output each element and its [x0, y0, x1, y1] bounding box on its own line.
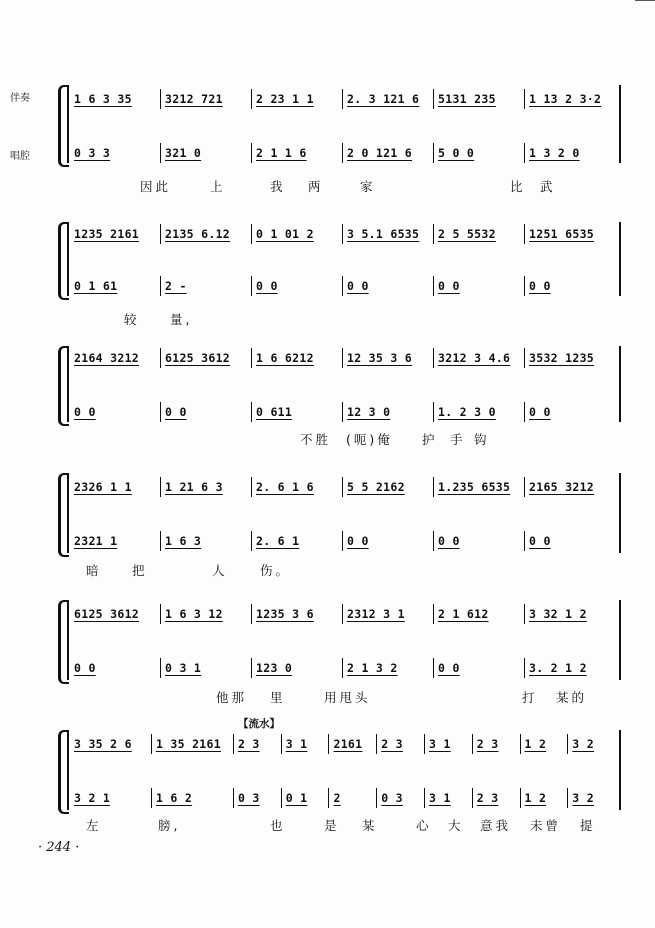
measure: 3212 721: [160, 89, 251, 109]
measure: 0 3: [376, 788, 424, 808]
measure: 0 3: [233, 788, 281, 808]
lyrics-line: [70, 688, 615, 706]
lyric: (呃)俺: [346, 432, 393, 447]
system-end-barline: [619, 85, 621, 163]
measure: 2. 6 1: [251, 531, 342, 551]
measure: 12 3 0: [342, 402, 433, 422]
measure: 1 2: [520, 788, 568, 808]
lyric: 伤。: [260, 563, 292, 578]
vocal-line: [70, 531, 615, 551]
lyric: 膀,: [158, 818, 181, 833]
lyric: 比: [510, 179, 526, 194]
measure: 0 3 3: [74, 146, 111, 160]
lyric: 手: [450, 432, 466, 447]
measure: 1 35 2161: [151, 734, 233, 754]
measure: 3 2 1: [74, 791, 111, 805]
corner-rule: [635, 0, 655, 11]
lyric: 用甩头: [324, 690, 371, 705]
score-system-1: [10, 85, 615, 195]
system-end-barline: [619, 600, 621, 680]
lyric: 里: [270, 690, 286, 705]
measure: 1.235 6535: [433, 477, 524, 497]
system-barline: [67, 473, 69, 553]
accompaniment-line: [70, 734, 615, 754]
measure: 3 2: [567, 734, 615, 754]
measure: 2 3: [376, 734, 424, 754]
lyric: 人: [212, 563, 228, 578]
vocal-line: [70, 402, 615, 422]
measure: 0 0: [160, 402, 251, 422]
measure: 2 1 1 6: [251, 143, 342, 163]
measure: 6125 3612: [160, 348, 251, 368]
accompaniment-label: 伴奏: [10, 93, 30, 104]
measure: 5131 235: [433, 89, 524, 109]
lyric: 把: [132, 563, 148, 578]
lyrics-line: [70, 310, 615, 328]
measure: 2: [328, 788, 376, 808]
measure: 2 1 612: [433, 604, 524, 624]
lyrics-line: [70, 177, 615, 195]
measure: 5 0 0: [433, 143, 524, 163]
system-barline: [67, 600, 69, 680]
measure: 2 3: [472, 734, 520, 754]
lyric: 不胜: [300, 432, 332, 447]
measure: 1251 6535: [524, 224, 615, 244]
measure: 1 6 3: [160, 531, 251, 551]
system-barline: [67, 85, 69, 163]
lyric: 是: [324, 818, 340, 833]
lyric: 他那: [216, 690, 248, 705]
measure: 0 0: [433, 658, 524, 678]
measure: 0 1: [281, 788, 329, 808]
measure: 0 1 01 2: [251, 224, 342, 244]
measure: 0 0: [342, 531, 433, 551]
measure: 2 1 3 2: [342, 658, 433, 678]
measure: 0 611: [251, 402, 342, 422]
score-system-4: [70, 473, 615, 583]
measure: 2 -: [160, 276, 251, 296]
measure: 2 23 1 1: [251, 89, 342, 109]
lyric: 量,: [170, 312, 193, 327]
measure: 0 0: [524, 531, 615, 551]
measure: 1235 3 6: [251, 604, 342, 624]
lyrics-line: [70, 430, 615, 448]
measure: 12 35 3 6: [342, 348, 433, 368]
measure: 1 3 2 0: [524, 143, 615, 163]
system-barline: [67, 222, 69, 296]
measure: 0 0: [524, 276, 615, 296]
lyrics-line: [70, 561, 615, 579]
system-barline: [67, 346, 69, 422]
measure: 1. 2 3 0: [433, 402, 524, 422]
lyric: 因此: [140, 179, 172, 194]
page-number: · 244 ·: [38, 840, 80, 855]
vocal-label: 唱腔: [10, 151, 30, 162]
lyric: 某: [362, 818, 378, 833]
measure: 1 2: [520, 734, 568, 754]
accompaniment-line: [70, 224, 615, 244]
measure: 2161: [328, 734, 376, 754]
lyric: 心: [416, 818, 432, 833]
measure: 3 1: [424, 734, 472, 754]
measure: 1 6 3 35: [74, 92, 132, 106]
lyric: 较: [124, 312, 140, 327]
measure: 5 5 2162: [342, 477, 433, 497]
lyric: 我: [270, 179, 286, 194]
measure: 3212 3 4.6: [433, 348, 524, 368]
accompaniment-line: [70, 477, 615, 497]
lyrics-line: [70, 816, 615, 834]
lyric: 意我: [480, 818, 512, 833]
lyric: 钩: [474, 432, 490, 447]
measure: 2. 6 1 6: [251, 477, 342, 497]
section-mark: 【流水】: [238, 718, 280, 730]
vocal-line: [70, 143, 615, 163]
measure: 2 0 121 6: [342, 143, 433, 163]
measure: 6125 3612: [74, 607, 140, 621]
lyric: 护: [422, 432, 438, 447]
lyric: 也: [270, 818, 286, 833]
score-system-5: [70, 600, 615, 710]
measure: 123 0: [251, 658, 342, 678]
vocal-line: [70, 276, 615, 296]
measure: 2321 1: [74, 534, 118, 548]
vocal-line: [70, 658, 615, 678]
system-end-barline: [619, 222, 621, 296]
measure: 3532 1235: [524, 348, 615, 368]
measure: 321 0: [160, 143, 251, 163]
measure: 3 1: [424, 788, 472, 808]
measure: 0 0: [74, 661, 96, 675]
measure: 2 5 5532: [433, 224, 524, 244]
lyric: 提: [580, 818, 596, 833]
accompaniment-line: [70, 89, 615, 109]
measure: 0 0: [433, 276, 524, 296]
measure: 2 3: [233, 734, 281, 754]
measure: 2312 3 1: [342, 604, 433, 624]
measure: 2 3: [472, 788, 520, 808]
lyric: 暗: [86, 563, 102, 578]
measure: 0 3 1: [160, 658, 251, 678]
lyric: 大: [448, 818, 464, 833]
system-barline: [67, 730, 69, 810]
measure: 3 32 1 2: [524, 604, 615, 624]
measure: 3 2: [567, 788, 615, 808]
measure: 0 0: [342, 276, 433, 296]
lyric: 武: [540, 179, 556, 194]
measure: 1 6 2: [151, 788, 233, 808]
lyric: 未曾: [530, 818, 562, 833]
measure: 1 6 3 12: [160, 604, 251, 624]
score-system-3: [70, 346, 615, 456]
measure: 1235 2161: [74, 227, 140, 241]
measure: 0 0: [524, 402, 615, 422]
measure: 0 1 61: [74, 279, 118, 293]
measure: 2. 3 121 6: [342, 89, 433, 109]
measure: 1 21 6 3: [160, 477, 251, 497]
measure: 3 1: [281, 734, 329, 754]
lyric: 家: [360, 179, 376, 194]
measure: 1 6 6212: [251, 348, 342, 368]
lyric: 两: [308, 179, 324, 194]
system-end-barline: [619, 473, 621, 553]
system-end-barline: [619, 730, 621, 810]
measure: 3. 2 1 2: [524, 658, 615, 678]
lyric: 某的: [556, 690, 588, 705]
measure: 2135 6.12: [160, 224, 251, 244]
score-system-6: [70, 730, 615, 840]
lyric: 打: [522, 690, 538, 705]
accompaniment-line: [70, 604, 615, 624]
measure: 0 0: [251, 276, 342, 296]
lyric: 上: [210, 179, 226, 194]
measure: 3 5.1 6535: [342, 224, 433, 244]
score-system-2: [70, 222, 615, 332]
measure: 3 35 2 6: [74, 737, 132, 751]
lyric: 左: [86, 818, 102, 833]
vocal-line: [70, 788, 615, 808]
measure: 2164 3212: [74, 351, 140, 365]
measure: 0 0: [74, 405, 96, 419]
measure: 0 0: [433, 531, 524, 551]
accompaniment-line: [70, 348, 615, 368]
measure: 2165 3212: [524, 477, 615, 497]
system-end-barline: [619, 346, 621, 422]
measure: 1 13 2 3·2: [524, 89, 615, 109]
measure: 2326 1 1: [74, 480, 132, 494]
